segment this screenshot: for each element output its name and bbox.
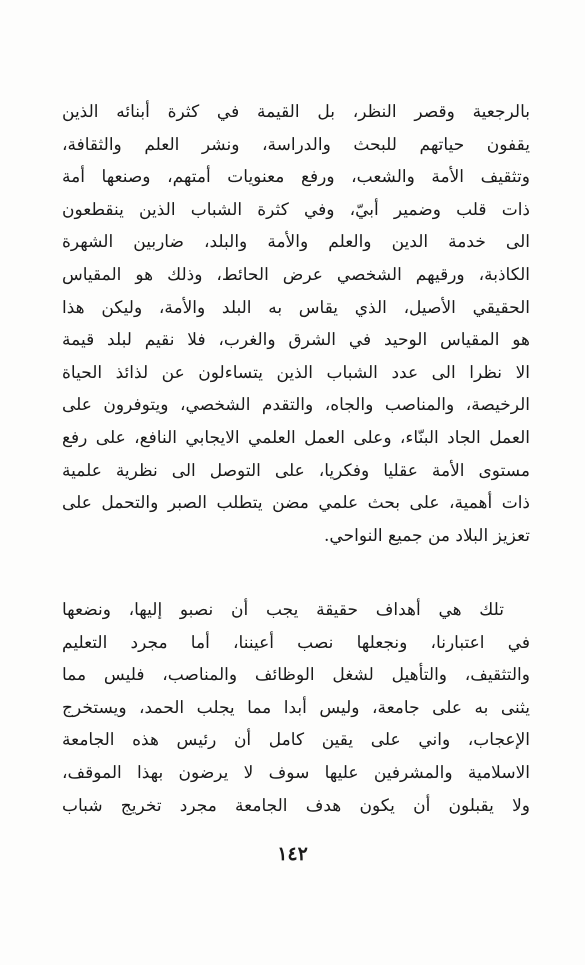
text-line: تعزيز البلاد من جميع النواحي. [324, 525, 530, 546]
text-line: هو المقياس الوحيد في الشرق والغرب، فلا نقيم لبلد قيمة [62, 330, 530, 351]
text-line: الكاذبة، ورقيهم الشخصي عرض الحائط، وذلك هو المقياس [62, 264, 530, 285]
text-line: الحقيقي الأصيل، الذي يقاس به البلد والأمة، وليكن هذا [62, 297, 530, 318]
text-line: العمل الجاد البنّاء، وعلى العمل العلمي الايجابي النافع، على رفع [62, 427, 530, 448]
text-line: بالرجعية وقصر النظر، بل القيمة في كثرة أبنائه الذين [62, 102, 530, 122]
paragraph-2 [62, 594, 530, 822]
text-line: ولا يقبلون أن يكون هدف الجامعة مجرد تخريج شباب [62, 795, 530, 816]
text-line: في اعتبارنا، ونجعلها نصب أعيننا، أما مجرد التعليم [62, 632, 530, 653]
text-line: يثنى به على جامعة، وليس أبدا مما يجلب الحمد، ويستخرج [62, 697, 530, 718]
text-line: ذات قلب وضمير أبيّ، وفي كثرة الشباب الذين ينقطعون [62, 199, 530, 220]
text-line: والتثقيف، والتأهيل لشغل الوظائف والمناصب، فليس مما [62, 665, 530, 686]
text-line: الا نظرا الى عدد الشباب الذين يتساءلون عن لذائذ الحياة [62, 362, 530, 383]
text-line: الاسلامية والمشرفين عليها سوف لا يرضون بهذا الموقف، [62, 762, 530, 783]
text-line: يقفون حياتهم للبحث والدراسة، ونشر العلم والثقافة، [62, 134, 530, 155]
text-line: تلك هي أهداف حقيقة يجب أن نصبو إليها، ونضعها [62, 600, 504, 620]
text-line: الى خدمة الدين والعلم والأمة والبلد، ضاربين الشهرة [62, 232, 530, 253]
text-line: الإعجاب، واني على يقين كامل أن رئيس هذه الجامعة [62, 730, 530, 751]
text-line: الرخيصة، والمناصب والجاه، والتقدم الشخصي، ويتوفرون على [62, 395, 530, 416]
paragraph-1 [62, 96, 530, 552]
text-line: ذات أهمية، على بحث علمي مضن يتطلب الصبر والتحمل على [62, 493, 530, 514]
text-line: مستوى الأمة عقليا وفكريا، على التوصل الى نظرية علمية [62, 460, 530, 481]
page-number: ١٤٢ [277, 843, 308, 865]
text-line: وتثقيف الأمة والشعب، ورفع معنويات أمتهم، وصنعها أمة [62, 167, 530, 188]
